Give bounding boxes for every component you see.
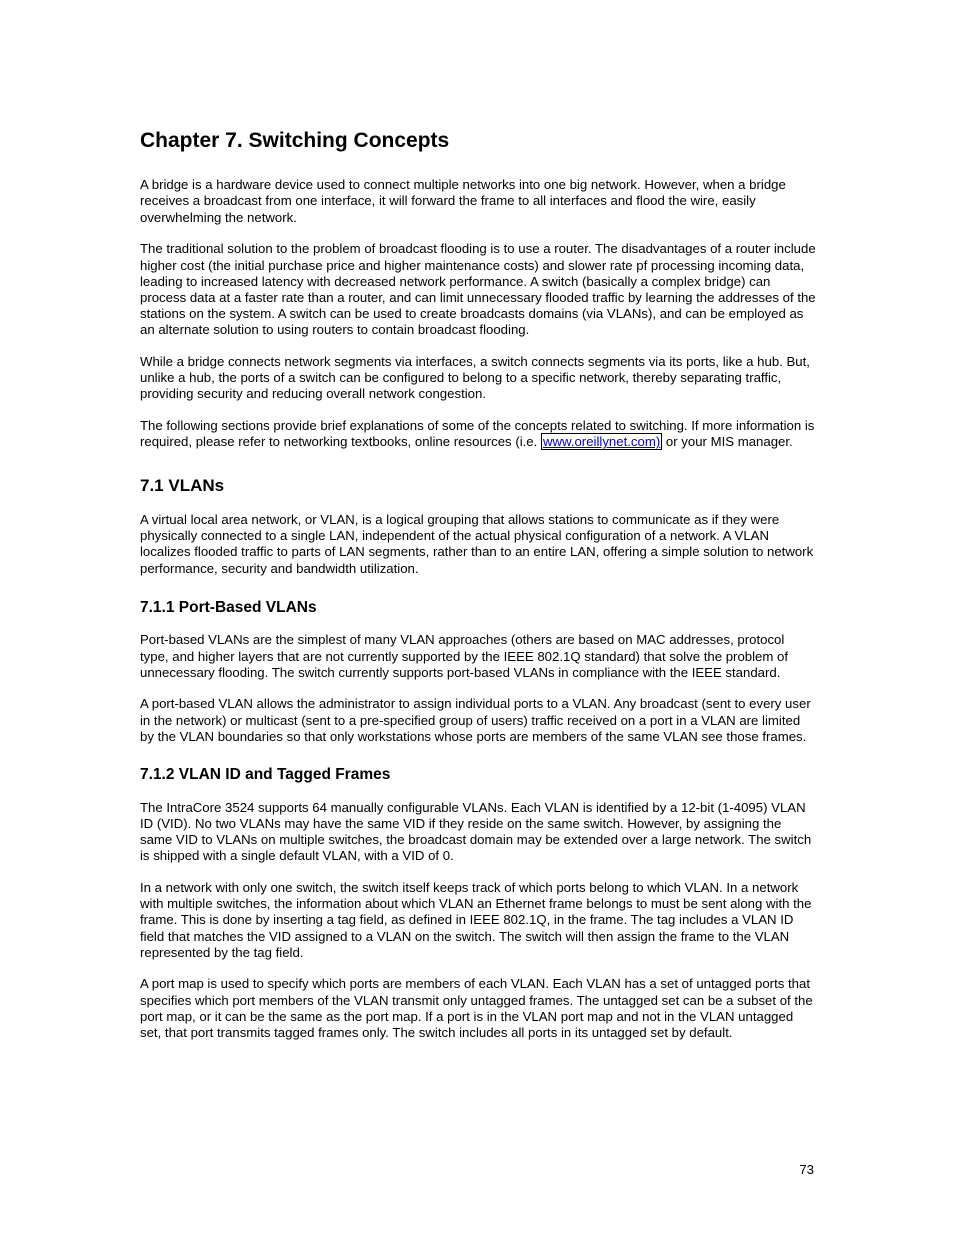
vlan-id-paragraph-2: In a network with only one switch, the switch itself keeps track of which ports belong to which VLAN. In a network with multiple switches, the information about which VLAN an Ethernet frame belongs to must be sent along with the frame. This is done by inserting a tag field, as defined in IEEE 802.1Q, in the frame. The tag includes a VLAN ID field that matches the VID assigned to a VLAN on the switch. The switch will then assign the frame to the VLAN represented by the tag field. [140,879,812,960]
port-based-paragraph-1: Port-based VLANs are the simplest of many VLAN approaches (others are based on MAC addresses, protocol type, and higher layers that are not currently supported by the IEEE 802.1Q standard) that solve the problem of unnecessary flooding. The switch currently supports port-based VLANs in compliance with the IEEE standard. [140,632,789,680]
document-page [140,128,816,1057]
intro-paragraph-3: While a bridge connects network segments via interfaces, a switch connects segments via its ports, like a hub. But, unlike a hub, the ports of a switch can be configured to belong to a specific network, thereby separating traffic, providing security and reducing overall network congestion. [140,354,810,402]
vlans-paragraph-1: A virtual local area network, or VLAN, is a logical grouping that allows stations to communicate as if they were physically connected to a single LAN, independent of the actual physical configuration of a network. A VLAN localizes flooded traffic to parts of LAN segments, rather than to an entire LAN, offering a simple solution to network performance, security and bandwidth utilization. [140,511,814,576]
port-based-paragraph-2: A port-based VLAN allows the administrator to assign individual ports to a VLAN. Any broadcast (sent to every user in the network) or multicast (sent to a pre-specified group of users) traffic received on a port in a VLAN are limited by the VLAN boundaries so that only workstations whose ports are members of the same VLAN see those frames. [140,696,811,744]
intro-paragraph-2: The traditional solution to the problem of broadcast flooding is to use a router. The disadvantages of a router include higher cost (the initial purchase price and higher maintenance costs) and slower rate pf processing incoming data, leading to increased latency with decreased network performance. A switch (basically a complex bridge) can process data at a faster rate than a router, and can limit unnecessary flooded traffic by learning the addresses of the stations on the system. A switch can be used to create broadcasts domains (via VLANs), and can be employed as an alternate solution to using routers to contain broadcast flooding. [140,241,816,338]
oreillynet-link[interactable]: www.oreillynet.com) [542,434,661,450]
page-number: 73 [799,1162,814,1177]
section-heading-vlans: 7.1 VLANs [140,475,225,495]
vlan-id-paragraph-3: A port map is used to specify which ports are members of each VLAN. Each VLAN has a set of untagged ports that specifies which port members of the VLAN transmit only untagged frames. The untagged set can be a subset of the port map, or it can be the same as the port map. If a port is in the VLAN port map and not in the VLAN untagged set, that port transmits tagged frames only. The switch includes all ports in its untagged set by default. [140,976,813,1041]
vlan-id-paragraph-1: The IntraCore 3524 supports 64 manually configurable VLANs. Each VLAN is identified by a 12-bit (1-4095) VLAN ID (VID). No two VLANs may have the same VID if they reside on the same switch. However, by assigning the same VID to VLANs on multiple switches, the broadcast domain may be extended over a large network. The switch is shipped with a single default VLAN, with a VID of 0. [140,799,812,864]
intro-paragraph-4-before: The following sections provide brief explanations of some of the concepts related to switching. If more information is required, please refer to networking textbooks, online resources (i.e. [140,418,815,450]
subsection-heading-vlan-id-tagged-frames: 7.1.2 VLAN ID and Tagged Frames [140,766,391,784]
chapter-title: Chapter 7. Switching Concepts [140,129,450,152]
intro-paragraph-4 [140,418,816,450]
intro-paragraph-4-after: or your MIS manager. [662,434,793,450]
intro-paragraph-1: A bridge is a hardware device used to connect multiple networks into one big network. However, when a bridge receives a broadcast from one interface, it will forward the frame to all interfaces and flood the wire, easily overwhelming the network. [140,177,786,225]
subsection-heading-port-based-vlans: 7.1.1 Port-Based VLANs [140,598,317,616]
